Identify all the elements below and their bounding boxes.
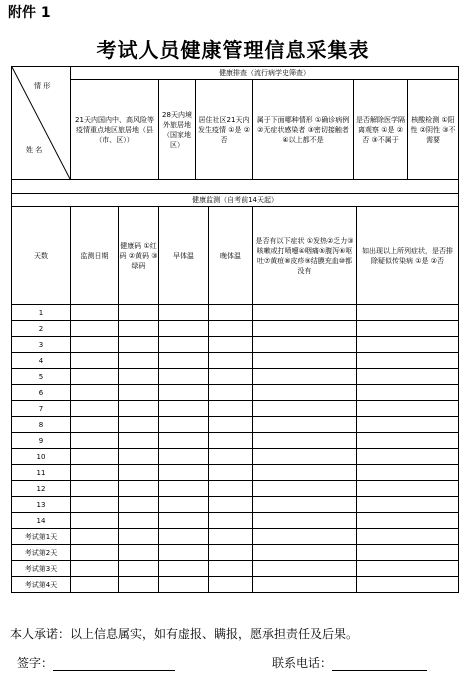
symptoms-cell[interactable] xyxy=(253,497,357,513)
date-header: 监测日期 xyxy=(71,207,119,305)
date-cell[interactable] xyxy=(71,417,119,433)
table-row xyxy=(12,321,459,337)
health-code-cell[interactable] xyxy=(119,465,159,481)
table-row xyxy=(12,545,459,561)
health-code-cell[interactable] xyxy=(119,305,159,321)
date-cell[interactable] xyxy=(71,561,119,577)
pledge-statement: 本人承诺：以上信息属实，如有虚报、瞒报，愿承担责任及后果。 xyxy=(10,627,359,641)
table-row xyxy=(12,561,459,577)
table-row xyxy=(12,481,459,497)
days-header: 天数 xyxy=(12,207,71,305)
treatment-cell[interactable] xyxy=(357,561,459,577)
date-cell[interactable] xyxy=(71,529,119,545)
symptoms-cell[interactable] xyxy=(253,577,357,593)
morning-temp-cell[interactable] xyxy=(159,561,209,577)
treatment-cell[interactable] xyxy=(357,337,459,353)
evening-temp-header: 晚体温 xyxy=(209,207,253,305)
symptoms-cell[interactable] xyxy=(253,337,357,353)
treatment-cell[interactable] xyxy=(357,433,459,449)
treatment-cell[interactable] xyxy=(357,353,459,369)
evening-temp-cell[interactable] xyxy=(209,529,253,545)
date-cell[interactable] xyxy=(71,305,119,321)
morning-temp-cell[interactable] xyxy=(159,385,209,401)
treatment-cell[interactable] xyxy=(357,369,459,385)
morning-temp-cell[interactable] xyxy=(159,481,209,497)
table-row xyxy=(12,529,459,545)
day-label: 10 xyxy=(12,449,71,465)
day-label: 6 xyxy=(12,385,71,401)
treatment-header: 如出现以上所列症状，是否排除疑似传染病 ①是 ②否 xyxy=(357,207,459,305)
morning-temp-cell[interactable] xyxy=(159,337,209,353)
page-title: 考试人员健康管理信息采集表 xyxy=(96,38,370,62)
treatment-cell[interactable] xyxy=(357,577,459,593)
col-community-outbreak: 居住社区21天内发生疫情 ①是 ②否 xyxy=(196,80,253,180)
health-form-table xyxy=(11,66,459,593)
date-cell[interactable] xyxy=(71,545,119,561)
evening-temp-cell[interactable] xyxy=(209,433,253,449)
col-domestic-travel: 21天内国内中、高风险等疫情重点地区旅居地（县（市、区）） xyxy=(71,80,159,180)
col-case-type: 属于下面哪种情形 ①确诊病例 ②无症状感染者 ③密切接触者 ④以上都不是 xyxy=(253,80,354,180)
day-label: 1 xyxy=(12,305,71,321)
symptoms-cell[interactable] xyxy=(253,529,357,545)
health-code-cell[interactable] xyxy=(119,353,159,369)
evening-temp-cell[interactable] xyxy=(209,577,253,593)
morning-temp-cell[interactable] xyxy=(159,305,209,321)
treatment-cell[interactable] xyxy=(357,465,459,481)
morning-temp-cell[interactable] xyxy=(159,449,209,465)
day-label: 考试第1天 xyxy=(12,529,71,545)
name-entry-row[interactable] xyxy=(12,180,459,194)
table-row xyxy=(12,497,459,513)
symptoms-cell[interactable] xyxy=(253,417,357,433)
date-cell[interactable] xyxy=(71,513,119,529)
health-code-cell[interactable] xyxy=(119,497,159,513)
health-code-header: 健康码 ①红码 ②黄码 ③绿码 xyxy=(119,207,159,305)
symptoms-cell[interactable] xyxy=(253,305,357,321)
morning-temp-cell[interactable] xyxy=(159,513,209,529)
date-cell[interactable] xyxy=(71,465,119,481)
evening-temp-cell[interactable] xyxy=(209,465,253,481)
date-cell[interactable] xyxy=(71,353,119,369)
treatment-cell[interactable] xyxy=(357,417,459,433)
morning-temp-cell[interactable] xyxy=(159,433,209,449)
health-code-cell[interactable] xyxy=(119,401,159,417)
health-code-cell[interactable] xyxy=(119,513,159,529)
morning-temp-cell[interactable] xyxy=(159,545,209,561)
date-cell[interactable] xyxy=(71,321,119,337)
table-row xyxy=(12,353,459,369)
date-cell[interactable] xyxy=(71,433,119,449)
day-label: 2 xyxy=(12,321,71,337)
health-code-cell[interactable] xyxy=(119,545,159,561)
symptoms-cell[interactable] xyxy=(253,545,357,561)
treatment-cell[interactable] xyxy=(357,481,459,497)
day-label: 11 xyxy=(12,465,71,481)
symptoms-cell[interactable] xyxy=(253,401,357,417)
table-row xyxy=(12,577,459,593)
day-label: 考试第2天 xyxy=(12,545,71,561)
evening-temp-cell[interactable] xyxy=(209,449,253,465)
morning-temp-cell[interactable] xyxy=(159,497,209,513)
evening-temp-cell[interactable] xyxy=(209,353,253,369)
table-row xyxy=(12,337,459,353)
morning-temp-cell[interactable] xyxy=(159,529,209,545)
date-cell[interactable] xyxy=(71,577,119,593)
evening-temp-cell[interactable] xyxy=(209,545,253,561)
treatment-cell[interactable] xyxy=(357,321,459,337)
symptoms-cell[interactable] xyxy=(253,369,357,385)
table-row xyxy=(12,433,459,449)
morning-temp-header: 早体温 xyxy=(159,207,209,305)
symptoms-cell[interactable] xyxy=(253,321,357,337)
treatment-cell[interactable] xyxy=(357,449,459,465)
date-cell[interactable] xyxy=(71,385,119,401)
health-code-cell[interactable] xyxy=(119,481,159,497)
day-label: 9 xyxy=(12,433,71,449)
attachment-label: 附件 1 xyxy=(8,5,51,21)
health-code-cell[interactable] xyxy=(119,433,159,449)
evening-temp-cell[interactable] xyxy=(209,561,253,577)
signature-line[interactable] xyxy=(53,658,175,671)
table-row xyxy=(12,465,459,481)
morning-temp-cell[interactable] xyxy=(159,465,209,481)
symptoms-cell[interactable] xyxy=(253,513,357,529)
risk-section-title: 健康排查（流行病学史筛查） xyxy=(71,67,459,80)
diagonal-header-cell xyxy=(12,67,71,180)
evening-temp-cell[interactable] xyxy=(209,513,253,529)
date-cell[interactable] xyxy=(71,481,119,497)
phone-label: 联系电话： xyxy=(272,656,333,670)
evening-temp-cell[interactable] xyxy=(209,417,253,433)
day-label: 7 xyxy=(12,401,71,417)
treatment-cell[interactable] xyxy=(357,497,459,513)
health-code-cell[interactable] xyxy=(119,577,159,593)
day-label: 考试第4天 xyxy=(12,577,71,593)
col-quarantine: 是否解除医学隔离观察 ①是 ②否 ③不属于 xyxy=(354,80,408,180)
day-label: 5 xyxy=(12,369,71,385)
health-code-cell[interactable] xyxy=(119,449,159,465)
signature-label: 签字： xyxy=(17,656,54,670)
table-row xyxy=(12,385,459,401)
treatment-cell[interactable] xyxy=(357,529,459,545)
date-cell[interactable] xyxy=(71,401,119,417)
evening-temp-cell[interactable] xyxy=(209,337,253,353)
date-cell[interactable] xyxy=(71,369,119,385)
situation-label: 情 形 xyxy=(34,82,51,90)
symptoms-cell[interactable] xyxy=(253,561,357,577)
phone-field[interactable] xyxy=(272,654,427,671)
health-code-cell[interactable] xyxy=(119,529,159,545)
date-cell[interactable] xyxy=(71,497,119,513)
evening-temp-cell[interactable] xyxy=(209,497,253,513)
evening-temp-cell[interactable] xyxy=(209,401,253,417)
health-code-cell[interactable] xyxy=(119,385,159,401)
table-row xyxy=(12,401,459,417)
day-label: 3 xyxy=(12,337,71,353)
date-cell[interactable] xyxy=(71,449,119,465)
day-label: 14 xyxy=(12,513,71,529)
day-label: 13 xyxy=(12,497,71,513)
symptoms-header: 是否有以下症状 ①发热②乏力③咳嗽或打喷嚏④咽痛⑤腹泻⑥呕吐⑦黄疸⑧皮疹⑨结膜充血⑩都没有 xyxy=(253,207,357,305)
morning-temp-cell[interactable] xyxy=(159,353,209,369)
day-label: 4 xyxy=(12,353,71,369)
evening-temp-cell[interactable] xyxy=(209,321,253,337)
name-label: 姓 名 xyxy=(26,146,43,154)
health-code-cell[interactable] xyxy=(119,369,159,385)
table-row xyxy=(12,305,459,321)
morning-temp-cell[interactable] xyxy=(159,321,209,337)
health-code-cell[interactable] xyxy=(119,321,159,337)
col-overseas-travel: 28天内境外旅居地（国家地区） xyxy=(159,80,196,180)
symptoms-cell[interactable] xyxy=(253,433,357,449)
evening-temp-cell[interactable] xyxy=(209,369,253,385)
morning-temp-cell[interactable] xyxy=(159,401,209,417)
treatment-cell[interactable] xyxy=(357,513,459,529)
day-label: 12 xyxy=(12,481,71,497)
morning-temp-cell[interactable] xyxy=(159,369,209,385)
signature-field[interactable] xyxy=(17,654,175,671)
evening-temp-cell[interactable] xyxy=(209,305,253,321)
evening-temp-cell[interactable] xyxy=(209,385,253,401)
treatment-cell[interactable] xyxy=(357,545,459,561)
treatment-cell[interactable] xyxy=(357,401,459,417)
treatment-cell[interactable] xyxy=(357,385,459,401)
treatment-cell[interactable] xyxy=(357,305,459,321)
symptoms-cell[interactable] xyxy=(253,481,357,497)
symptoms-cell[interactable] xyxy=(253,353,357,369)
symptoms-cell[interactable] xyxy=(253,449,357,465)
monitor-section-title: 健康监测（自考前14天起） xyxy=(12,194,459,207)
morning-temp-cell[interactable] xyxy=(159,417,209,433)
health-code-cell[interactable] xyxy=(119,561,159,577)
day-label: 8 xyxy=(12,417,71,433)
evening-temp-cell[interactable] xyxy=(209,481,253,497)
day-label: 考试第3天 xyxy=(12,561,71,577)
health-code-cell[interactable] xyxy=(119,337,159,353)
table-row xyxy=(12,449,459,465)
col-nucleic-test: 核酸检测 ①阳性 ②阴性 ③不需要 xyxy=(408,80,459,180)
symptoms-cell[interactable] xyxy=(253,465,357,481)
phone-line[interactable] xyxy=(332,658,427,671)
health-code-cell[interactable] xyxy=(119,417,159,433)
date-cell[interactable] xyxy=(71,337,119,353)
morning-temp-cell[interactable] xyxy=(159,577,209,593)
table-row xyxy=(12,417,459,433)
symptoms-cell[interactable] xyxy=(253,385,357,401)
table-row xyxy=(12,513,459,529)
table-row xyxy=(12,369,459,385)
